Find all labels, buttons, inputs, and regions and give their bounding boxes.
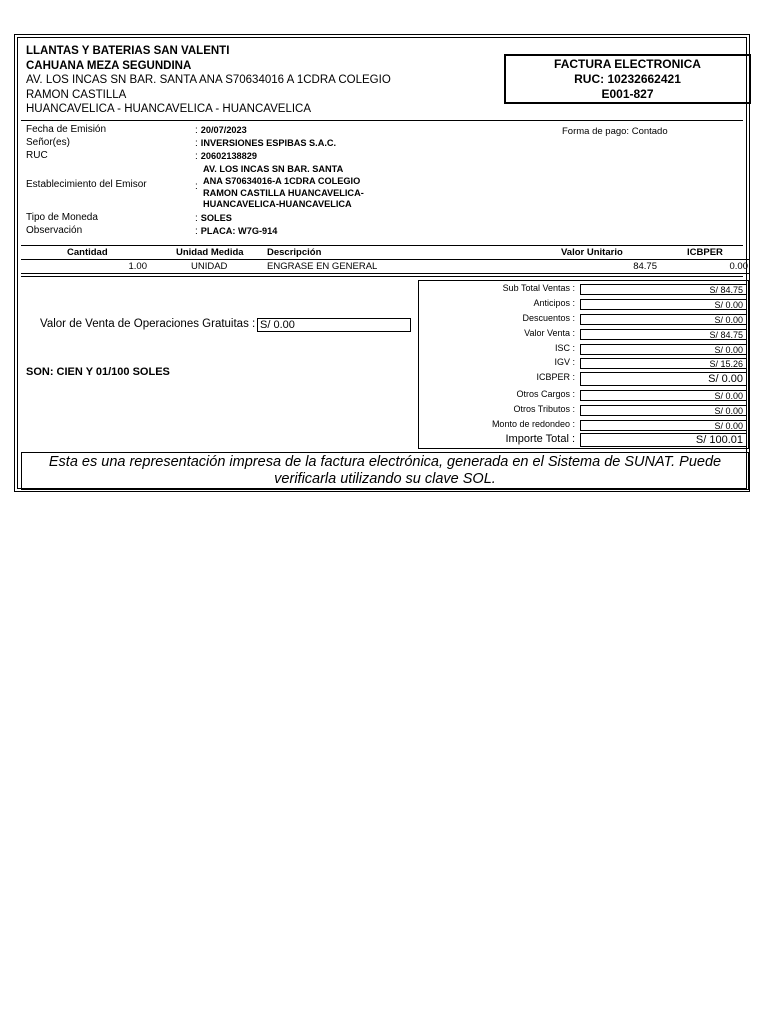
items-table-header <box>21 246 749 260</box>
customer-ruc-label: RUC <box>26 150 48 161</box>
issuer-name: LLANTAS Y BATERIAS SAN VALENTI <box>26 45 230 57</box>
total-label: IGV : <box>554 357 575 367</box>
establishment-colon: : <box>195 181 198 192</box>
issuer-address-line-2: RAMON CASTILLA <box>26 88 127 101</box>
total-value: S/ 0.00 <box>580 390 747 401</box>
issue-date-label: Fecha de Emisión <box>26 124 107 135</box>
header-icbper: ICBPER <box>687 247 723 258</box>
document-number: E001-827 <box>601 87 654 101</box>
establishment-label: Establecimiento del Emisor <box>26 179 147 190</box>
total-label: Monto de redondeo : <box>491 419 575 429</box>
total-value: S/ 0.00 <box>580 344 747 355</box>
footer-note: Esta es una representación impresa de la factura electrónica, generada en el Sistema de SUNAT. Puede verificarla utilizando su clave SOL. <box>21 452 749 490</box>
document-type: FACTURA ELECTRONICA <box>554 57 701 71</box>
total-value: S/ 84.75 <box>580 329 747 340</box>
total-value: S/ 15.26 <box>580 358 747 369</box>
customer-ruc-value: : 20602138829 <box>195 151 257 162</box>
table-bottom-divider <box>21 276 743 277</box>
row-descripcion: ENGRASE EN GENERAL <box>267 261 378 272</box>
totals-box <box>418 280 749 449</box>
total-label: ICBPER : <box>536 372 575 382</box>
table-row <box>21 260 749 274</box>
issuer-location: HUANCAVELICA - HUANCAVELICA - HUANCAVELICA <box>26 103 312 115</box>
document-box <box>504 54 751 104</box>
issuer-address-line-1: AV. LOS INCAS SN BAR. SANTA ANA S70634016 A 1CDRA COLEGIO <box>26 74 391 86</box>
total-label: Otros Cargos : <box>516 389 575 399</box>
total-label: Valor Venta : <box>524 328 575 338</box>
grand-total-value: S/ 100.01 <box>580 433 747 447</box>
total-value: S/ 84.75 <box>580 284 747 295</box>
invoice <box>14 34 750 492</box>
invoice-inner-frame <box>17 37 747 489</box>
total-value: S/ 0.00 <box>580 420 747 431</box>
grand-total-label: Importe Total : <box>505 433 575 445</box>
establishment-line: ANA S70634016-A 1CDRA COLEGIO <box>203 175 361 186</box>
observation-value: : PLACA: W7G-914 <box>195 226 278 237</box>
establishment-line: AV. LOS INCAS SN BAR. SANTA <box>203 164 344 174</box>
row-valor-unitario: 84.75 <box>633 261 657 272</box>
payment-method: Forma de pago: Contado <box>562 126 668 137</box>
total-value: S/ 0.00 <box>580 314 747 325</box>
total-label: ISC : <box>554 343 575 353</box>
header-divider <box>21 120 743 121</box>
total-label: Sub Total Ventas : <box>502 283 575 293</box>
observation-label: Observación <box>26 225 83 236</box>
free-operations-value: S/ 0.00 <box>257 318 411 332</box>
total-label: Anticipos : <box>533 298 575 308</box>
currency-label: Tipo de Moneda <box>26 212 98 223</box>
currency-value: : SOLES <box>195 213 232 224</box>
amount-in-words: SON: CIEN Y 01/100 SOLES <box>26 366 170 378</box>
establishment-line: HUANCAVELICA-HUANCAVELICA <box>203 199 352 210</box>
total-value: S/ 0.00 <box>580 299 747 310</box>
establishment-line: RAMON CASTILLA HUANCAVELICA- <box>203 187 364 198</box>
header-descripcion: Descripción <box>267 247 322 258</box>
row-unidad: UNIDAD <box>191 261 228 272</box>
total-value: S/ 0.00 <box>580 372 747 386</box>
customer-info <box>18 124 749 244</box>
customer-label: Señor(es) <box>26 137 70 148</box>
total-label: Otros Tributos : <box>513 404 575 414</box>
issuer-block <box>26 44 391 117</box>
row-cantidad: 1.00 <box>128 261 147 272</box>
header-unidad: Unidad Medida <box>176 247 244 258</box>
issuer-owner: CAHUANA MEZA SEGUNDINA <box>26 59 192 72</box>
header-valor-unitario: Valor Unitario <box>561 247 623 258</box>
free-operations-label: Valor de Venta de Operaciones Gratuitas : <box>40 318 256 330</box>
document-ruc: RUC: 10232662421 <box>574 72 681 86</box>
total-value: S/ 0.00 <box>580 405 747 416</box>
row-icbper: 0.00 <box>729 261 748 272</box>
total-label: Descuentos : <box>522 313 575 323</box>
establishment-value <box>203 164 364 211</box>
header-cantidad: Cantidad <box>67 247 108 258</box>
issue-date-value: : 20/07/2023 <box>195 125 247 136</box>
customer-value: : INVERSIONES ESPIBAS S.A.C. <box>195 138 337 149</box>
